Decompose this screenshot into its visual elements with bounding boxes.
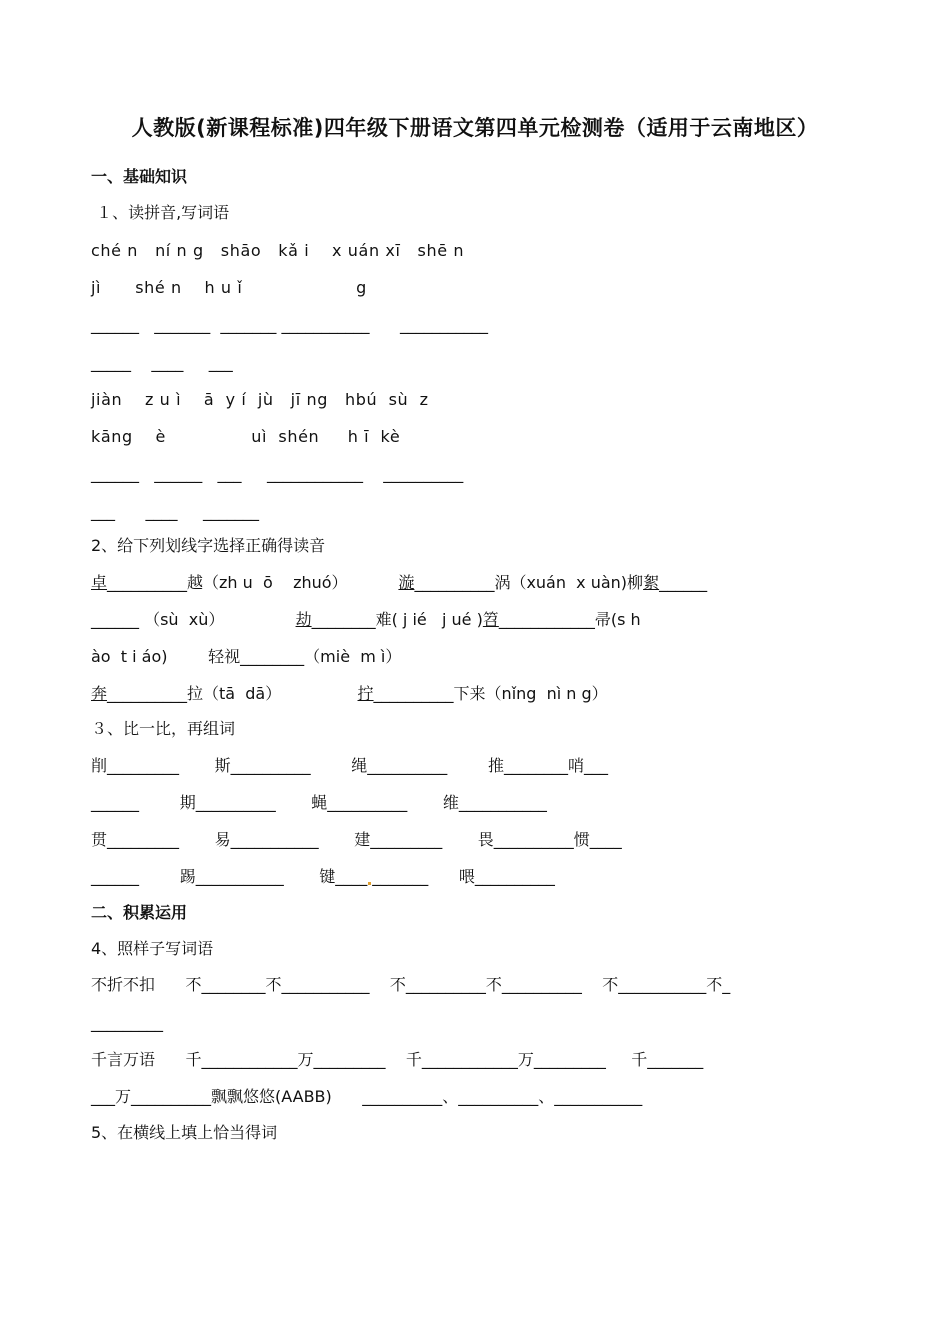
word-group-text: ______ 踢___________ 键____ (91, 867, 368, 886)
word-pattern-row: _________ (91, 1013, 163, 1032)
pronunciation-row (91, 572, 871, 594)
pinyin-row: ché n ní n g shāo kǎ i x uán xī shē n (91, 241, 465, 260)
question-4-label: 4、照样子写词语 (91, 939, 214, 958)
pinyin-row: jiàn z u ì ā y í jù jī ng hbú sù z (91, 390, 429, 409)
question-2-label: 2、给下列划线字选择正确得读音 (91, 536, 326, 555)
answer-blanks: ______ _______ _______ ___________ ___________ (91, 315, 489, 334)
answer-blanks: _____ ____ ___ (91, 353, 233, 372)
underlined-char: 拧 (357, 684, 374, 703)
choice-text: __________涡（xuán x uàn)﻿柳 (414, 573, 644, 592)
question-3-label: ３、比一比，再组词 (91, 719, 236, 738)
underlined-char: 絮 (643, 573, 660, 592)
word-pattern-row (91, 1086, 871, 1108)
pronunciation-row: ào t i áo) 轻视________（miè m ì） (91, 647, 402, 666)
underlined-char: 卓 (91, 573, 108, 592)
underlined-char: 笤 (482, 610, 499, 629)
pinyin-row: jì shé n h u ǐ g (91, 278, 367, 297)
choice-text: ______ (659, 573, 708, 592)
word-group-row: 贯_________ 易___________ 建_________ 畏__________﻿惯____ (91, 830, 622, 849)
word-group-text: _______ 喂__________ (372, 867, 555, 886)
answer-blanks: ______ ______ ___ ____________ __________ (91, 464, 464, 483)
section-heading-basics: 一、基础知识 (91, 167, 188, 186)
word-group-row: ______ 期__________ 蝇__________ 维___________ (91, 793, 547, 812)
word-pattern-text: __________、__________、___________ (362, 1087, 643, 1106)
underlined-char: 漩 (398, 573, 415, 592)
choice-text: ____________帚(s h (498, 610, 641, 629)
question-1-label: １、读拼音,写词语 (91, 203, 230, 222)
pronunciation-row (91, 609, 871, 631)
page-title: 人教版(新课程标准)四年级下册语文第四单元检测卷（适用于云南地区） (131, 116, 819, 140)
pinyin-row: kāng è uì shén h ī kè (91, 427, 401, 446)
word-pattern-row: 千言万语 千____________万_________ 千____________万_________ 千_______ (91, 1050, 704, 1069)
choice-text: __________越（zh u ō zhuó） (107, 573, 399, 592)
word-pattern-text: ___万__________﻿飘飘悠悠(AABB) (91, 1087, 363, 1106)
choice-text: __________拉（tā dā） (107, 684, 358, 703)
underlined-char: 劫 (295, 610, 312, 629)
word-group-row (91, 866, 871, 888)
answer-blanks: ___ ____ _______ (91, 502, 259, 521)
stray-mark (368, 882, 371, 885)
question-5-label: 5、在横线上填上恰当得词 (91, 1123, 278, 1142)
pronunciation-row (91, 683, 871, 705)
section-heading-accumulation: 二、积累运用 (91, 903, 188, 922)
choice-text: ________难( j ié j ué )﻿ (311, 610, 483, 629)
word-group-row: 削_________ 斯__________ 绳__________ 推________﻿哨___ (91, 756, 608, 775)
choice-text: ______ （sù xù） (91, 610, 296, 629)
underlined-char: 奔 (91, 684, 108, 703)
word-pattern-row: 不折不扣 不________不___________ 不__________不__________ 不___________不_ (91, 975, 731, 994)
choice-text: __________下来（nǐng nì n g） (373, 684, 608, 703)
